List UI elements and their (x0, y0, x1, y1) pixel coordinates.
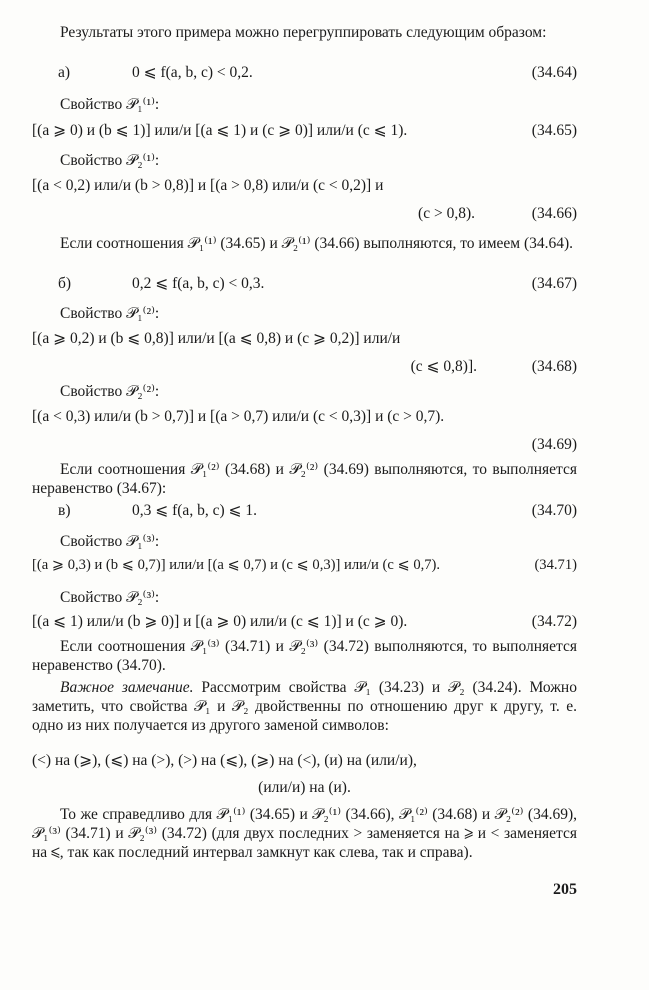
formula-3468-line2: (c ⩽ 0,8)]. (410, 358, 477, 375)
important-remark (32, 679, 577, 736)
intro-paragraph: Результаты этого примера можно перегруппировать следующим образом: (60, 24, 547, 41)
case-a-formula: 0 ⩽ f(a, b, c) < 0,2. (132, 64, 253, 81)
eqnum-3465: (34.65) (531, 122, 577, 139)
case-b-equation (32, 275, 577, 295)
formula-3465: [(a ⩾ 0) и (b ⩽ 1)] или/и [(a ⩽ 1) и (c ⩾ 0)] или/и (c ⩽ 1). (32, 122, 408, 139)
equation-3471 (32, 557, 577, 577)
equation-3465 (32, 122, 577, 142)
formula-3468-line1: [(a ⩾ 0,2) и (b ⩽ 0,8)] или/и [(a ⩽ 0,8) и (c ⩾ 0,2)] или/и (32, 330, 401, 347)
duality-line-1: (<) на (⩾), (⩽) на (>), (>) на (⩽), (⩾) на (<), (и) на (или/и), (32, 752, 417, 769)
formula-3466-line1: [(a < 0,2) или/и (b > 0,8)] и [(a > 0,8) или/и (c < 0,2)] и (32, 177, 384, 194)
equation-3468 (32, 330, 577, 378)
case-b-formula: 0,2 ⩽ f(a, b, c) < 0,3. (132, 275, 265, 292)
formula-3472: [(a ⩽ 1) или/и (b ⩾ 0)] и [(a ⩾ 0) или/и (c ⩽ 1)] и (c ⩾ 0). (32, 613, 408, 630)
case-c-equation (32, 502, 577, 522)
property-p2-2-heading: Свойство 𝒫₂⁽²⁾: (60, 383, 160, 400)
remark-title: Важное замечание. (60, 679, 194, 696)
remark-text: Рассмотрим свойства 𝒫₁ (34.23) и 𝒫₂ (34.24). Можно заметить, что свойства 𝒫₁ и 𝒫₂ двойственны по отношению друг к другу, т. е. одно из них получается из другого заменой символов: (32, 679, 577, 734)
case-c-label: в) (58, 502, 71, 519)
property-p2-1-heading: Свойство 𝒫₂⁽¹⁾: (60, 152, 160, 169)
eqnum-3470: (34.70) (531, 502, 577, 519)
duality-line-2: (или/и) на (и). (258, 779, 351, 796)
eqnum-3469: (34.69) (531, 436, 577, 453)
property-p1-2-heading: Свойство 𝒫₁⁽²⁾: (60, 305, 160, 322)
formula-3469: [(a < 0,3) или/и (b > 0,7)] и [(a > 0,7) или/и (c < 0,3)] и (c > 0,7). (32, 408, 445, 425)
eqnum-3466: (34.66) (531, 205, 577, 222)
case-a-equation (32, 64, 577, 84)
paragraph-case-a: Если соотношения 𝒫₁⁽¹⁾ (34.65) и 𝒫₂⁽¹⁾ (34.66) выполняются, то имеем (34.64). (60, 235, 574, 252)
formula-3471: [(a ⩾ 0,3) и (b ⩽ 0,7)] или/и [(a ⩽ 0,7) и (c ⩽ 0,3)] или/и (c ⩽ 0,7). (32, 557, 441, 573)
case-b-label: б) (58, 275, 72, 292)
property-p2-3-heading: Свойство 𝒫₂⁽³⁾: (60, 589, 160, 606)
property-p1-1-heading: Свойство 𝒫₁⁽¹⁾: (60, 96, 160, 113)
final-paragraph: То же справедливо для 𝒫₁⁽¹⁾ (34.65) и 𝒫₂⁽¹⁾ (34.66), 𝒫₁⁽²⁾ (34.68) и 𝒫₂⁽²⁾ (34.69), 𝒫₁⁽³⁾ (34.71) и 𝒫₂⁽³⁾ (34.72) (для двух последних > заменяется на ⩾ и < заменяется на ⩽, так как последний интервал замкнут как слева, так и справа). (32, 806, 577, 861)
eqnum-3472: (34.72) (531, 613, 577, 630)
eqnum-3471: (34.71) (534, 557, 577, 573)
equation-3472 (32, 613, 577, 633)
property-p1-3-heading: Свойство 𝒫₁⁽³⁾: (60, 533, 160, 550)
paragraph-case-c: Если соотношения 𝒫₁⁽³⁾ (34.71) и 𝒫₂⁽³⁾ (34.72) выполняются, то выполняется неравенство (34.70). (32, 638, 577, 674)
eqnum-3464: (34.64) (531, 64, 577, 81)
eqnum-3468: (34.68) (531, 358, 577, 375)
page-number: 205 (553, 881, 577, 898)
paragraph-case-b: Если соотношения 𝒫₁⁽²⁾ (34.68) и 𝒫₂⁽²⁾ (34.69) выполняются, то выполняется неравенство (34.67): (32, 461, 577, 497)
equation-3466 (32, 177, 577, 223)
formula-3466-line2: (c > 0,8). (418, 205, 475, 222)
case-c-formula: 0,3 ⩽ f(a, b, c) ⩽ 1. (132, 502, 257, 519)
eqnum-3467: (34.67) (531, 275, 577, 292)
case-a-label: а) (58, 64, 71, 81)
equation-3469 (32, 408, 577, 456)
